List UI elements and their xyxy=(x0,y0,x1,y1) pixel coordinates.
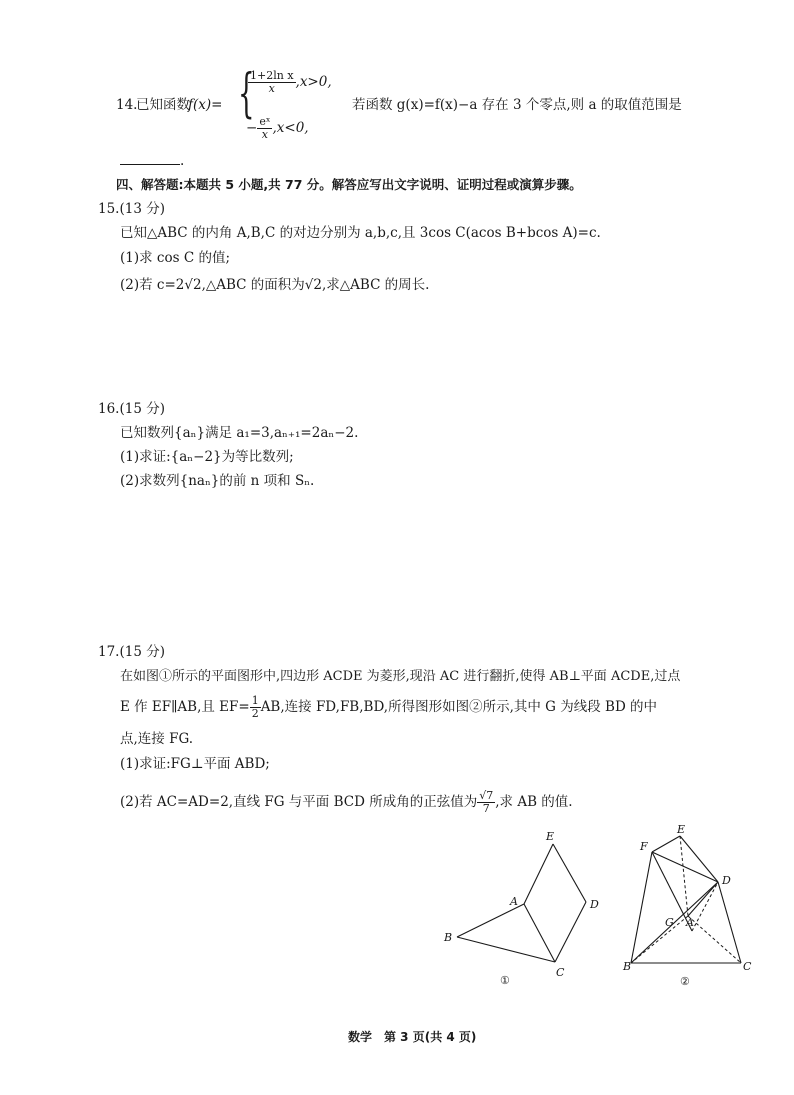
q17-header: 17.(15 分) xyxy=(98,644,165,660)
case2-fraction xyxy=(257,116,272,141)
piecewise-brace: { xyxy=(238,64,255,124)
q17-part2 xyxy=(120,790,573,815)
label-a2: A xyxy=(686,916,694,929)
section-heading: 四、解答题:本题共 5 小题,共 77 分。解答应写出文字说明、证明过程或演算步骤。 xyxy=(116,177,582,192)
edge-ed2 xyxy=(680,836,718,882)
q14-case2 xyxy=(246,116,309,141)
sqrt7-fraction xyxy=(477,790,495,815)
case1-numerator: 1+2ln x xyxy=(250,69,294,82)
edge-fe xyxy=(652,836,680,852)
label-e2: E xyxy=(677,823,686,836)
half-numerator: 1 xyxy=(251,694,259,707)
q17-line2 xyxy=(120,695,657,720)
half-fraction xyxy=(250,695,261,720)
q14-answer-line xyxy=(120,152,184,170)
label-d2: D xyxy=(722,874,731,887)
edge-bc xyxy=(457,937,555,962)
label-c: C xyxy=(556,966,565,979)
label-c2: C xyxy=(743,960,752,973)
q17-part2a: (2)若 AC=AD=2,直线 FG 与平面 BCD 所成角的正弦值为 xyxy=(120,794,478,810)
label-f: F xyxy=(640,840,648,853)
q14-case1 xyxy=(248,70,332,95)
q15-part1: (1)求 cos C 的值; xyxy=(120,250,230,266)
edge-ed xyxy=(553,844,586,902)
q17-line2b: AB,连接 FD,FB,BD,所得图形如图②所示,其中 G 为线段 BD 的中 xyxy=(260,699,658,715)
q16-header: 16.(15 分) xyxy=(98,401,165,417)
edge-dc xyxy=(555,902,586,962)
label-a: A xyxy=(510,895,518,908)
figure-2-caption: ② xyxy=(680,975,690,988)
q16-line1: 已知数列{aₙ}满足 a₁=3,aₙ₊₁=2aₙ−2. xyxy=(120,425,359,441)
q14-lead: 已知函数 xyxy=(136,97,190,113)
label-b: B xyxy=(444,931,453,944)
figure-1 xyxy=(438,826,608,992)
q15-line1: 已知△ABC 的内角 A,B,C 的对边分别为 a,b,c,且 3cos C(acos B+bcos A)=c. xyxy=(120,225,601,241)
q15-header: 15.(13 分) xyxy=(98,201,165,217)
label-e: E xyxy=(546,830,555,843)
case2-numerator: eˣ xyxy=(259,115,271,128)
page-footer: 数学 第 3 页(共 4 页) xyxy=(348,1030,477,1044)
q17-line3: 点,连接 FG. xyxy=(120,731,194,747)
figure-1-caption: ① xyxy=(500,974,510,987)
q17-part2b: ,求 AB 的值. xyxy=(495,794,573,810)
edge-ae xyxy=(524,844,553,904)
q14-end: . xyxy=(180,153,185,169)
answer-blank xyxy=(120,164,180,165)
case2-condition: ,x<0, xyxy=(272,120,309,136)
case2-sign: − xyxy=(246,120,258,136)
sqrt7-denominator: 7 xyxy=(482,802,490,815)
q14-fx: f(x)= xyxy=(188,97,223,113)
q16-part2: (2)求数列{naₙ}的前 n 项和 Sₙ. xyxy=(120,473,315,489)
label-b2: B xyxy=(623,960,632,973)
edge-ea-dashed xyxy=(680,836,688,916)
q17-line2a: E 作 EF∥AB,且 EF= xyxy=(120,699,250,715)
q14-number: 14. xyxy=(116,97,138,113)
figure-2 xyxy=(620,822,754,992)
half-denominator: 2 xyxy=(251,707,259,720)
edge-fd xyxy=(652,852,718,882)
q16-part1: (1)求证:{aₙ−2}为等比数列; xyxy=(120,449,294,465)
q17-line1: 在如图①所示的平面图形中,四边形 ACDE 为菱形,现沿 AC 进行翻折,使得 AB⊥平面 ACDE,过点 xyxy=(120,669,681,684)
edge-ac xyxy=(524,904,555,962)
edge-dc2 xyxy=(718,882,741,963)
q14-tail: 若函数 g(x)=f(x)−a 存在 3 个零点,则 a 的取值范围是 xyxy=(352,97,682,113)
sqrt7-numerator: √7 xyxy=(479,789,494,802)
edge-ab-dashed xyxy=(631,916,688,963)
edge-ac-dashed xyxy=(688,916,741,963)
edge-be xyxy=(457,904,524,937)
label-d: D xyxy=(590,898,599,911)
q17-part1: (1)求证:FG⊥平面 ABD; xyxy=(120,756,270,772)
q15-part2: (2)若 c=2√2,△ABC 的面积为√2,求△ABC 的周长. xyxy=(120,277,430,293)
case1-condition: ,x>0, xyxy=(295,74,332,90)
case1-fraction xyxy=(248,70,296,95)
label-g: G xyxy=(665,916,674,929)
case2-denominator: x xyxy=(261,128,268,141)
case1-denominator: x xyxy=(268,82,275,95)
